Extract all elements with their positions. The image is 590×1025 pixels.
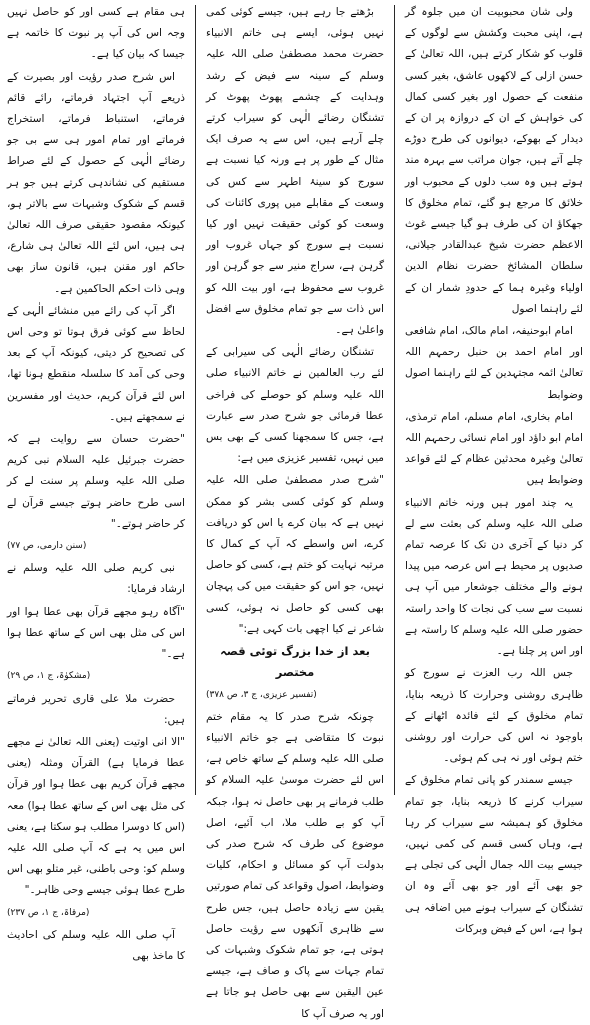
paragraph: ہی مقام ہے کسی اور کو حاصل نہیں وجہ اس کی آپ پر نبوت کا خاتمہ ہے جیسا کہ بیان کیا ہے۔ <box>7 6 185 61</box>
citation: (مشکوٰۃ، ج ۱، ص ۲۹) <box>7 671 91 682</box>
paragraph: اگر آپ کی رائے میں منشائے الٰہی کے لحاظ سے کوئی فرق ہوتا تو وحی اس کی تصحیح کر دیتی، کیونکہ آپ کے بعد وحی کی آمد کا سلسلہ منقطع ہونا تھا، اس لئے قرآن کریم، حدیث اور مفسرین نے سمجھتے ہیں۔ <box>7 304 185 423</box>
citation: (مرقاۃ، ج ۱، ص ۲۳۷) <box>7 907 90 918</box>
paragraph: حضرت ملا علی قاری تحریر فرماتے ہیں: <box>7 692 185 726</box>
block-quote: "الا انی اوتیت (یعنی اللہ تعالیٰ نے مجھے عطا فرمایا ہے) القرآن ومثلہ (یعنی مجھے قرآن کریم بھی عطا ہوا اور قرآن کی مثل بھی اس کے ساتھ عطا ہوا) معہ (اس کا دوسرا مطلب ہو سکتا ہے، یعنی اس میں یہ ہے کہ آپ صلی اللہ علیہ وسلم کو: وحی باطنی، غیر متلو بھی اس طرح عطا ہوئی جیسے وحی ظاہر۔" <box>7 735 185 897</box>
text-column-right <box>402 2 586 935</box>
paragraph: امام بخاری، امام مسلم، امام ترمذی، امام ابو داؤد اور امام نسائی رحمہم اللہ تعالیٰ وغیرہ محدثین عظام کے لئے قواعد وضوابط ہیں <box>405 410 583 487</box>
paragraph: جیسے سمندر کو پانی تمام مخلوق کے سیراب کرنے کا ذریعہ بنایا، جو تمام مخلوق کو ہمیشہ سے سیراب کر رہا ہے، وہاں کسی قسم کی کمی نہیں، جیسے بیت اللہ جمال الٰہی کی تجلی ہے جو بھی آئے اور جو بھی آئے وہ ان تشنگان کے سیراب ہونے میں اضافہ ہی ہوا ہے، اس کے فیض وبرکات <box>405 774 583 935</box>
paragraph: یہ چند امور ہیں ورنہ خاتم الانبیاء صلی اللہ علیہ وسلم کی بعثت سے لے کر دنیا کے آخری دن تک کا عرصہ تمام صدیوں پر محیط ہے اس عرصہ میں پیدا ہونے والے مختلف جوشعار میں آپ ہی نسبت سے سب کی نجات کا واحد راستہ حضور صلی اللہ علیہ وسلم کا راستہ ہے اور اس پر چلنا ہے۔ <box>405 496 583 658</box>
paragraph: چونکہ شرح صدر کا یہ مقام ختم نبوت کا متقاضی ہے جو خاتم الانبیاء صلی اللہ علیہ وسلم کے ساتھ خاص ہے، اس لئے حضرت موسیٰ علیہ السلام کو طلب فرمانے پر بھی حاصل نہ ہوا، جبکہ آپ کو بے طلب ملا، اب آئیے، اصل موضوع کی طرف کہ شرح صدر کی بدولت آپ کو مسائل و احکام، کلیات وضوابط، اصول وقواعد کی تمام صورتیں یقین سے زیادہ حاصل ہیں، جس طرح سے ظاہری آنکھوں سے رؤیت حاصل ہوتی ہے، جو تمام شکوک وشبہات کی تمام جہات سے پاک و صاف ہے، جیسے عین الیقین سے بھی حاصل ہو جاتا ہے اور یہ صرف آپ کا <box>206 710 384 1020</box>
block-quote: "شرح صدر مصطفیٰ صلی اللہ علیہ وسلم کو کوئی کسی بشر کو ممکن نہیں ہے کہ بیان کرے یا اس کو دریافت کرے، اس واسطے کہ آپ کے کمال کا مرتبہ نہایت کو ختم ہے، کسی کو حاصل نہیں، جو اس کو حقیقت میں کی پہچان بھی کسی کو حاصل نہ ہوئی، کسی شاعر نے کیا اچھی بات کہی ہے:" <box>206 474 384 635</box>
text-column-left <box>4 2 188 962</box>
block-quote: "آگاہ رہو مجھے قرآن بھی عطا ہوا اور اس کی مثل بھی اس کے ساتھ عطا ہوا ہے۔" <box>7 605 185 661</box>
citation: (سنن دارمی، ص ۷۷) <box>7 541 87 552</box>
verse-line: بعد از خدا بزرگ توئی قصہ مختصر <box>220 644 370 680</box>
paragraph: بڑھتے جا رہے ہیں، جیسے کوئی کمی نہیں ہوئی، ایسے ہی خاتم الانبیاء حضرت محمد مصطفیٰ صلی اللہ علیہ وسلم کے سینہ سے فیض کے رشد وہدایت کے چشمے پھوٹ پھوٹ کر تشنگان رضائے الٰہی کو سیراب کرتے چلے آرہے ہیں، اس سے یہ صرف ایک مثال کے طور پر ہے ورنہ کیا نسبت ہے سورج کو سینۂ اطہر سے کس کی وسعت کے مقابلے میں پوری کائنات کی وسعت کو کوئی حقیقت نہیں اور کیا نسبت ہے سورج کو جہاں غروب اور گرہن ہے، سراج منیر سے جو گرہن اور غروب سے محفوظ ہے، اور بیت اللہ کو اس ذات سے جو تمام مخلوق سے افضل واعلیٰ ہے۔ <box>206 6 384 337</box>
paragraph: امام ابوحنیفہ، امام مالک، امام شافعی اور امام احمد بن حنبل رحمہم اللہ تعالیٰ ائمہ مجتہدین کے لئے راہنما اصول وضوابط <box>405 325 583 401</box>
block-quote: "حضرت حسان سے روایت ہے کہ حضرت جبرئیل علیہ السلام نبی کریم صلی اللہ علیہ وسلم پر سنت لے کر اسی طرح حاضر ہوتے جیسے قرآن لے کر حاضر ہوتے۔" <box>7 433 185 530</box>
paragraph: تشنگان رضائے الٰہی کی سیرابی کے لئے رب العالمین نے خاتم الانبیاء صلی اللہ علیہ وسلم کو حوصلے کی فراخی عطا فرمائی جو شرح صدر سے عبارت ہے، جس کا سمجھنا کسی کے بھی بس میں نہیں، تفسیر عزیزی میں ہے: <box>206 346 384 465</box>
paragraph: جس اللہ رب العزت نے سورج کو ظاہری روشنی وحرارت کا ذریعہ بنایا، تمام مخلوق کے لئے فائدہ اٹھانے کے باوجود نہ اس کی حرارت اور روشنی ختم ہوئی اور نہ ہی کم ہوئی۔ <box>405 667 583 765</box>
paragraph: ولی شان محبوبیت ان میں جلوہ گر ہے، اپنی محبت وکشش سے لوگوں کے قلوب کو شکار کرتے ہیں، اللہ تعالیٰ کے حسن ازلی کے لاکھوں عاشق، بغیر کسی منفعت کے حصول اور بغیر کسی کمال کی خواہش کے ان کے دروازہ پر ان کے دیدار کے بھوکے، دیوانوں کی طرح دوڑے چلے آتے ہیں، جوان مراتب سے بہرہ مند ہوتے ہیں وہ سب دلوں کے محبوب اور خلائق کا مرجع ہو گئے، تمام مخلوق کا جھکاؤ ان کی طرف ہو گیا جیسے غوث الاعظم حضرت شیخ عبدالقادر جیلانی، سلطان المشائخ حضرت نظام الدین اولیاء وغیرہ ہما کے حدودِ شمار ان کے لئے راہنما اصول <box>405 6 583 315</box>
paragraph: اس شرح صدر رؤیت اور بصیرت کے ذریعے آپ اجتہاد فرماتے، رائے قائم فرماتے، استنباط فرماتے، استخراج فرماتے اور تمام امور ہی سے بی جو رضائے الٰہی کے حصول کے لئے صراط مستقیم کی نشاندہی کرتے ہیں جو ہر قسم کے شکوک وشبہات سے بالاتر ہو، کیونکہ مقصود حقیقی صرف اللہ تعالیٰ ہی ہیں، اس لئے اللہ تعالیٰ ہی شارع، حاکم اور مقنن ہیں، قانون ساز بھی وہی ذات احکم الحاکمین ہے۔ <box>7 70 185 295</box>
newspaper-page <box>4 2 586 1020</box>
column-divider <box>394 5 395 795</box>
citation: (تفسیر عزیزی، ج ۳، ص ۳۷۸) <box>206 689 317 700</box>
paragraph: نبی کریم صلی اللہ علیہ وسلم نے ارشاد فرمایا: <box>7 562 185 596</box>
text-column-middle <box>203 2 387 1020</box>
column-divider <box>195 5 196 795</box>
paragraph: آپ صلی اللہ علیہ وسلم کی احادیث کا ماخذ بھی <box>7 928 185 962</box>
